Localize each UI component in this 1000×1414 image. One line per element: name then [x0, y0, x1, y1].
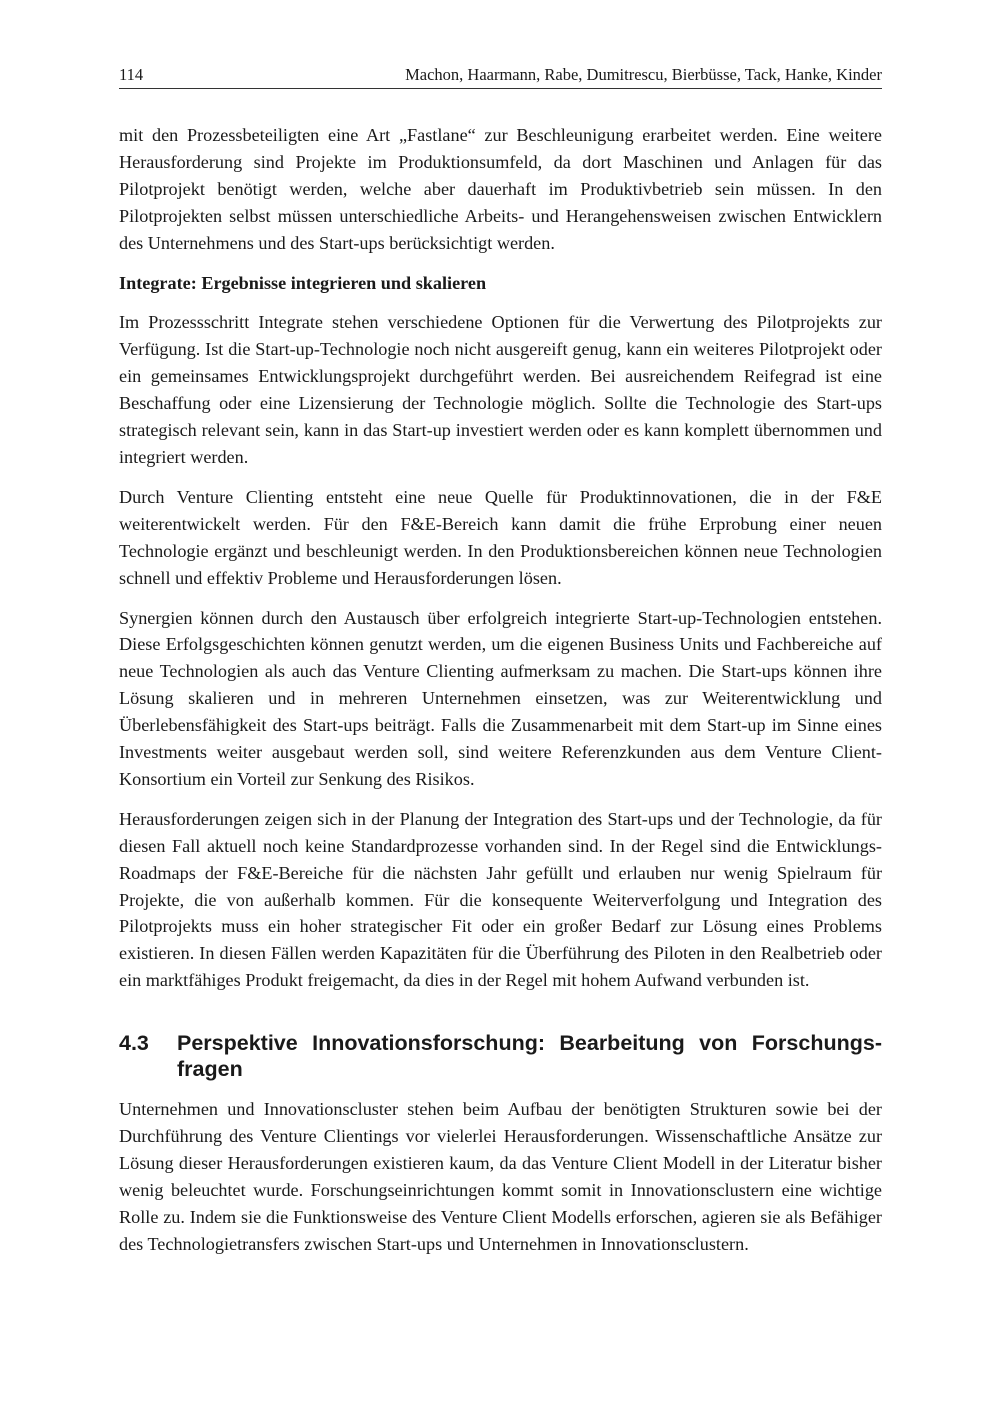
- document-page: [119, 64, 882, 1271]
- section-number: 4.3: [119, 1031, 149, 1056]
- section-title: Perspektive Innovationsforschung: Bearbeitung von Forschungsfragen: [177, 1031, 882, 1082]
- section-heading: [119, 1030, 882, 1082]
- running-header: [119, 64, 882, 89]
- paragraph-product-innovation: Durch Venture Clienting entsteht eine neue Quelle für Produktinnovationen, die in der F&E weiterentwickelt werden. Für den F&E-Bereich kann damit die frühe Erprobung einer neuen Technologie ergänzt und beschleunigt werden. In den Produktionsbereichen können neue Technologien schnell und effektiv Probleme und Herausforderungen lösen.: [119, 486, 882, 588]
- page-number: 114: [119, 65, 144, 84]
- paragraph-challenges: Herausforderungen zeigen sich in der Planung der Integration des Start-ups und der Technologie, da für diesen Fall aktuell noch keine Standardprozesse vorhanden sind. In der Regel sind die Entwicklungs-Roadmaps der F&E-Bereiche für die nächsten Jahr gefüllt und erlauben nur wenig Spielraum für Projekte, die von außerhalb kommen. Für die konsequente Weiterverfolgung und Integration des Pilotprojekts muss ein hoher strategischer Fit oder ein großer Bedarf zur Lösung eines Problems existieren. In diesen Fällen werden Kapazitäten für die Überführung des Piloten in den Realbetrieb oder ein marktfähiges Produkt freigemacht, da dies in der Regel mit hohem Aufwand verbunden ist.: [119, 808, 882, 991]
- paragraph-synergies: Synergien können durch den Austausch über erfolgreich integrierte Start-up-Technologien entstehen. Diese Erfolgsgeschichten können genutzt werden, um die eigenen Business Units und Fachbereiche auf neue Technologien als auch das Venture Clienting aufmerksam zu machen. Die Start-ups können ihre Lösung skalieren und in mehreren Unternehmen einsetzen, was zur Weiterentwicklung und Überlebensfähigkeit des Start-ups beiträgt. Falls die Zusammenarbeit mit dem Start-up im Sinne eines Investments weiter ausgebaut werden soll, sind weitere Referenzkunden aus dem Venture Client-Konsortium ein Vorteil zur Senkung des Risikos.: [119, 607, 882, 789]
- paragraph-research: Unternehmen und Innovationscluster stehen beim Aufbau der benötigten Strukturen sowie bei der Durchführung des Venture Clientings vor vielerlei Herausforderungen. Wissenschaftliche Ansätze zur Lösung dieser Herausforderungen existieren kaum, da das Venture Client Modell in der Literatur bisher wenig beleuchtet wurde. Forschungseinrichtungen kommt somit in Innovationsclustern eine wichtige Rolle zu. Indem sie die Funktionsweise des Venture Client Modells erforschen, agieren sie als Befähiger des Technologietransfers zwischen Start-ups und Unternehmen in Innovationsclustern.: [119, 1099, 882, 1254]
- paragraph-fastlane: mit den Prozessbeteiligten eine Art „Fastlane“ zur Beschleunigung erarbeitet werden. Eine weitere Herausforderung sind Projekte im Produktionsumfeld, da dort Maschinen und Anlagen für das Pilotprojekt benötigt werden, welche aber dauerhaft im Produktivbetrieb sein müssen. In den Pilotprojekten selbst müssen unterschiedliche Arbeits- und Herangehensweisen zwischen Entwicklern des Unternehmens und des Start-ups berücksichtigt werden.: [119, 125, 882, 253]
- subheading-integrate: Integrate: Ergebnisse integrieren und skalieren: [119, 272, 487, 293]
- running-header-authors: Machon, Haarmann, Rabe, Dumitrescu, Bierbüsse, Tack, Hanke, Kinder: [405, 65, 882, 84]
- paragraph-integrate-options: Im Prozessschritt Integrate stehen verschiedene Optionen für die Verwertung des Pilotprojekts zur Verfügung. Ist die Start-up-Technologie noch nicht ausgereift genug, kann ein weiteres Pilotprojekt oder ein gemeinsames Entwicklungsprojekt durchgeführt werden. Bei ausreichendem Reifegrad ist eine Beschaffung oder eine Lizensierung der Technologie möglich. Sollte die Technologie des Start-ups strategisch relevant sein, kann in das Start-up investiert werden oder es kann komplett übernommen und integriert werden.: [119, 312, 882, 467]
- body-text: [119, 122, 882, 1258]
